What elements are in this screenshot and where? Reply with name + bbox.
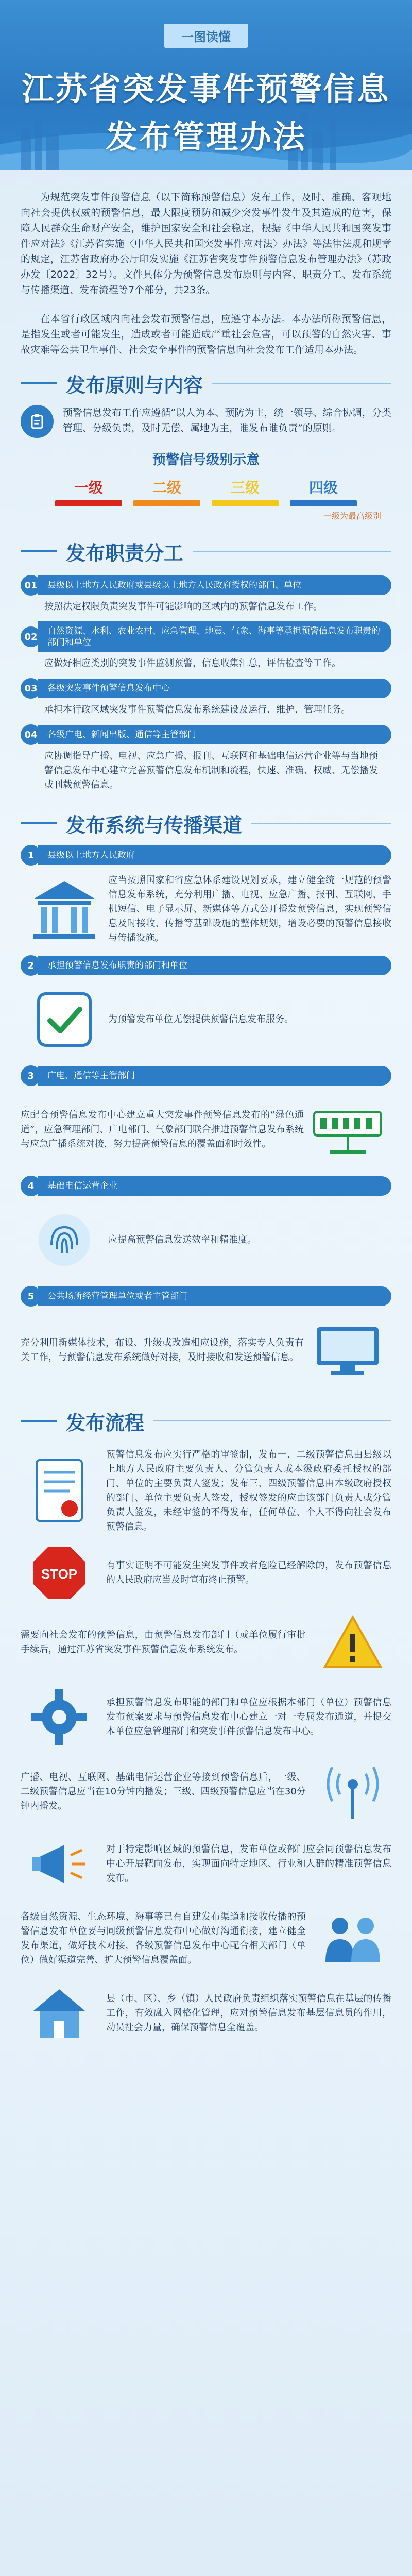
gear-icon bbox=[21, 1684, 98, 1751]
resp-item-3 bbox=[21, 678, 391, 717]
system-number: 1 bbox=[21, 845, 41, 866]
resp-head: 县级以上地方人民政府或县级以上地方人民政府授权的部门、单位 bbox=[38, 575, 391, 595]
flow-text: 预警信息发布应实行严格的审签制，发布一、二级预警信息由县级以上地方人民政府主要负责人、分管负责人或本级政府委托授权的部门、单位的主要负责人签发；发布三、四级预警信息由本级政府授权的部门、单位主要负责人签发，授权签发的应由该部门负责人或分管负责人签发，未经审签的不得发布，任何单位、个人不得向社会发布预警信息。 bbox=[106, 1449, 391, 1532]
resp-desc: 承担本行政区域突发事件预警信息发布系统建设及运行、维护、管理任务。 bbox=[44, 704, 350, 715]
page-title-line1: 江苏省突发事件预警信息 bbox=[22, 70, 390, 108]
header-banner bbox=[0, 0, 412, 170]
flow-item-4 bbox=[21, 1684, 391, 1751]
level-3-label: 三级 bbox=[230, 479, 260, 496]
heading-bar bbox=[21, 1420, 57, 1422]
system-block-3 bbox=[21, 1065, 391, 1168]
intro-paragraph-1: 为规范突发事件预警信息（以下简称预警信息）发布工作，及时、准确、客观地向社会提供权威的预警信息，最大限度预防和减少突发事件发生及其造成的危害，保障人民群众生命财产安全，维护国家安全和社会稳定，根据《中华人民共和国突发事件应对法》《江苏省实施〈中华人民共和国突发事件应对法〉办法》等法律法规和规章的规定，江苏省政府办公厅印发实施《江苏省突发事件预警信息发布管理办法》（苏政办发〔2022〕32号）。文件具体分为预警信息发布原则与内容、职责分工、发布系统与传播渠道、发布流程等7个部分，共23条。 bbox=[21, 192, 391, 296]
system-title: 发布系统与传播渠道 bbox=[66, 814, 243, 837]
level-1-label: 一级 bbox=[74, 479, 103, 496]
levels-note: 一级为最高级别 bbox=[323, 511, 381, 521]
system-number: 4 bbox=[21, 1176, 41, 1196]
level-1 bbox=[55, 477, 122, 506]
intro-paragraph-2: 在本省行政区域内向社会发布预警信息，应遵守本办法。本办法所称预警信息，是指发生或者可能发生，造成或者可能造成严重社会危害，可以预警的自然灾害、事故灾难等公共卫生事件、社会安全事件的预警信息向社会发布工作适用本办法。 bbox=[21, 313, 391, 355]
system-head: 公共场所经营管理单位或者主管部门 bbox=[38, 1286, 391, 1306]
megaphone-icon bbox=[21, 1833, 98, 1895]
flow-title: 发布流程 bbox=[66, 1411, 145, 1434]
heading-line bbox=[153, 1420, 391, 1421]
resp-desc: 应做好相应类别的突发事件监测预警，信息收集汇总，评估检查等工作。 bbox=[44, 658, 341, 669]
flow-item-7 bbox=[21, 1905, 391, 1972]
flow-heading bbox=[21, 1404, 391, 1437]
level-4 bbox=[290, 477, 357, 506]
broadcast-icon bbox=[314, 1761, 391, 1823]
system-number: 3 bbox=[21, 1065, 41, 1086]
flow-item-1 bbox=[21, 1448, 391, 1534]
heading-line bbox=[193, 551, 391, 552]
flow-item-6 bbox=[21, 1833, 391, 1895]
level-2-label: 二级 bbox=[152, 479, 181, 496]
system-number: 5 bbox=[21, 1286, 41, 1307]
principles-title: 发布原则与内容 bbox=[66, 374, 203, 397]
system-head: 承担预警信息发布职责的部门和单位 bbox=[38, 956, 391, 975]
system-head: 县级以上地方人民政府 bbox=[38, 845, 391, 865]
resp-head: 各级广电、新闻出版、通信等主管部门 bbox=[38, 725, 391, 744]
flow-item-2 bbox=[21, 1545, 391, 1601]
flow-text: 县（市、区）、乡（镇）人民政府负责组织落实预警信息在基层的传播工作，有效融入网格化管理，应对预警信息发布基层信息员的作用，动员社会力量，确保预警信息全覆盖。 bbox=[106, 1993, 391, 2033]
levels-title: 预警信号级别示意 bbox=[152, 452, 260, 468]
system-block-4 bbox=[21, 1176, 391, 1279]
principles-heading bbox=[21, 367, 391, 400]
level-1-bar bbox=[55, 500, 122, 506]
flow-text: 承担预警信息发布职能的部门和单位应根据本部门（单位）预警信息发布预案要求与预警信息发布中心建立一对一专属发布通道，并提交本单位应急管理部门和突发事件预警信息发布中心。 bbox=[106, 1697, 391, 1737]
system-block-1 bbox=[21, 845, 391, 948]
level-2-bar bbox=[133, 500, 200, 506]
heading-bar bbox=[21, 822, 57, 824]
government-building-icon bbox=[21, 871, 108, 948]
resp-item-2 bbox=[21, 621, 391, 671]
flow-item-8 bbox=[21, 1982, 391, 2044]
stop-label: STOP bbox=[41, 1566, 78, 1582]
responsibilities-title: 发布职责分工 bbox=[66, 541, 184, 565]
resp-number: 03 bbox=[21, 678, 41, 699]
checkmark-icon bbox=[21, 981, 108, 1058]
community-icon bbox=[21, 1982, 98, 2044]
intro-section bbox=[0, 170, 412, 358]
clipboard-icon bbox=[21, 405, 54, 438]
heading-bar bbox=[21, 382, 57, 384]
flow-item-3 bbox=[21, 1612, 391, 1673]
page-title-line2: 发布管理办法 bbox=[105, 118, 306, 156]
network-icon bbox=[304, 1091, 391, 1168]
system-text: 充分利用新媒体技术，布设、升级或改造相应设施，落实专人负责有关工作，与预警信息发布系统做好对接，及时接收和发送预警信息。 bbox=[21, 1337, 304, 1363]
resp-desc: 按照法定权限负责突发事件可能影响的区域内的预警信息发布工作。 bbox=[44, 601, 322, 612]
flow-text: 需要向社会发布的预警信息，由预警信息发布部门（或单位履行审批手续后，通过江苏省突发事件预警信息发布系统发布。 bbox=[21, 1630, 306, 1655]
system-head: 广电、通信等主管部门 bbox=[38, 1066, 391, 1086]
responsibilities-heading bbox=[21, 535, 391, 568]
warning-icon bbox=[314, 1612, 391, 1673]
stop-icon bbox=[21, 1545, 98, 1601]
flow-text: 对于特定影响区域的预警信息，发布单位或部门应会同预警信息发布中心开展靶向发布，实现面向特定地区、行业和人群的精准预警信息发布。 bbox=[106, 1844, 391, 1884]
responsibilities-section bbox=[0, 535, 412, 792]
system-section bbox=[0, 807, 412, 1389]
flow-text: 有事实证明不可能发生突发事件或者危险已经解除的，发布预警信息的人民政府应当及时宣布终止预警。 bbox=[106, 1560, 391, 1585]
heading-line bbox=[212, 383, 391, 384]
monitor-icon bbox=[304, 1312, 391, 1389]
resp-head: 各级突发事件预警信息发布中心 bbox=[38, 679, 391, 698]
system-head: 基础电信运营企业 bbox=[38, 1176, 391, 1196]
system-text: 应配合预警信息发布中心建立重大突发事件预警信息发布的“绿色通道”，应急管理部门、广电部门、气象部门联合推进预警信息发布系统与应急广播系统对接，努力提高预警信息的覆盖面和时效性。 bbox=[21, 1110, 304, 1149]
system-block-2 bbox=[21, 955, 391, 1058]
heading-bar bbox=[21, 550, 57, 552]
resp-number: 02 bbox=[21, 626, 41, 647]
resp-head: 自然资源、水利、农业农村、应急管理、地震、气象、海事等承担预警信息发布职责的部门和单位 bbox=[38, 621, 391, 652]
levels-legend bbox=[21, 477, 391, 506]
resp-item-1 bbox=[21, 575, 391, 614]
document-icon bbox=[21, 1450, 98, 1532]
people-icon bbox=[314, 1905, 391, 1972]
level-3 bbox=[212, 477, 279, 506]
resp-number: 04 bbox=[21, 724, 41, 745]
header-tag: 一图读懂 bbox=[164, 24, 248, 48]
system-text: 为预警发布单位无偿提供预警信息发布服务。 bbox=[108, 1014, 294, 1025]
level-2 bbox=[133, 477, 200, 506]
flow-text: 各级自然资源、生态环境、海事等已有自建发布渠道和接收传播的预警信息发布单位要与同级预警信息发布中心做好沟通衔接，建立健全发布渠道，做好技术对接，各级预警信息发布中心配合相关部门（单位）做好渠道完善、扩大预警信息覆盖面。 bbox=[21, 1911, 306, 1965]
system-block-5 bbox=[21, 1286, 391, 1389]
fingerprint-icon bbox=[21, 1201, 108, 1279]
system-number: 2 bbox=[21, 955, 41, 976]
heading-line bbox=[251, 823, 391, 824]
level-3-bar bbox=[212, 500, 279, 506]
system-text: 应提高预警信息发送效率和精准度。 bbox=[108, 1234, 256, 1245]
level-4-bar bbox=[290, 500, 357, 506]
flow-item-5 bbox=[21, 1761, 391, 1823]
principles-text: 预警信息发布工作应遵循“以人为本、预防为主，统一领导、综合协调，分类管理、分级负责，及时无偿、属地为主，谁发布谁负责”的原则。 bbox=[63, 407, 391, 434]
system-text: 应当按照国家和省应急体系建设规划要求，建立健全统一规范的预警信息发布系统，充分利用广播、电视、应急广播、报刊、互联网、手机短信、电子显示屏、新媒体等方式公开播发预警信息，实现预警信息及时接收、传播等基础设施的整体规划，增设必要的预警信息接收与传播设施。 bbox=[108, 875, 391, 943]
level-4-label: 四级 bbox=[308, 479, 338, 496]
system-heading bbox=[21, 807, 391, 840]
resp-item-4 bbox=[21, 724, 391, 792]
flow-section bbox=[0, 1404, 412, 2044]
resp-number: 01 bbox=[21, 575, 41, 596]
resp-desc: 应协调指导广播、电视、应急广播、报刊、互联网和基础电信运营企业等与当地预警信息发布中心建立完善预警信息发布机制和流程，快速、准确、权威、无偿播发或刊载预警信息。 bbox=[44, 751, 378, 790]
principles-section bbox=[0, 367, 412, 521]
flow-text: 广播、电视、互联网、基础电信运营企业等接到预警信息后，一级、二级预警信息应当在10分钟内播发；三级、四级预警信息应当在30分钟内播发。 bbox=[21, 1772, 306, 1811]
